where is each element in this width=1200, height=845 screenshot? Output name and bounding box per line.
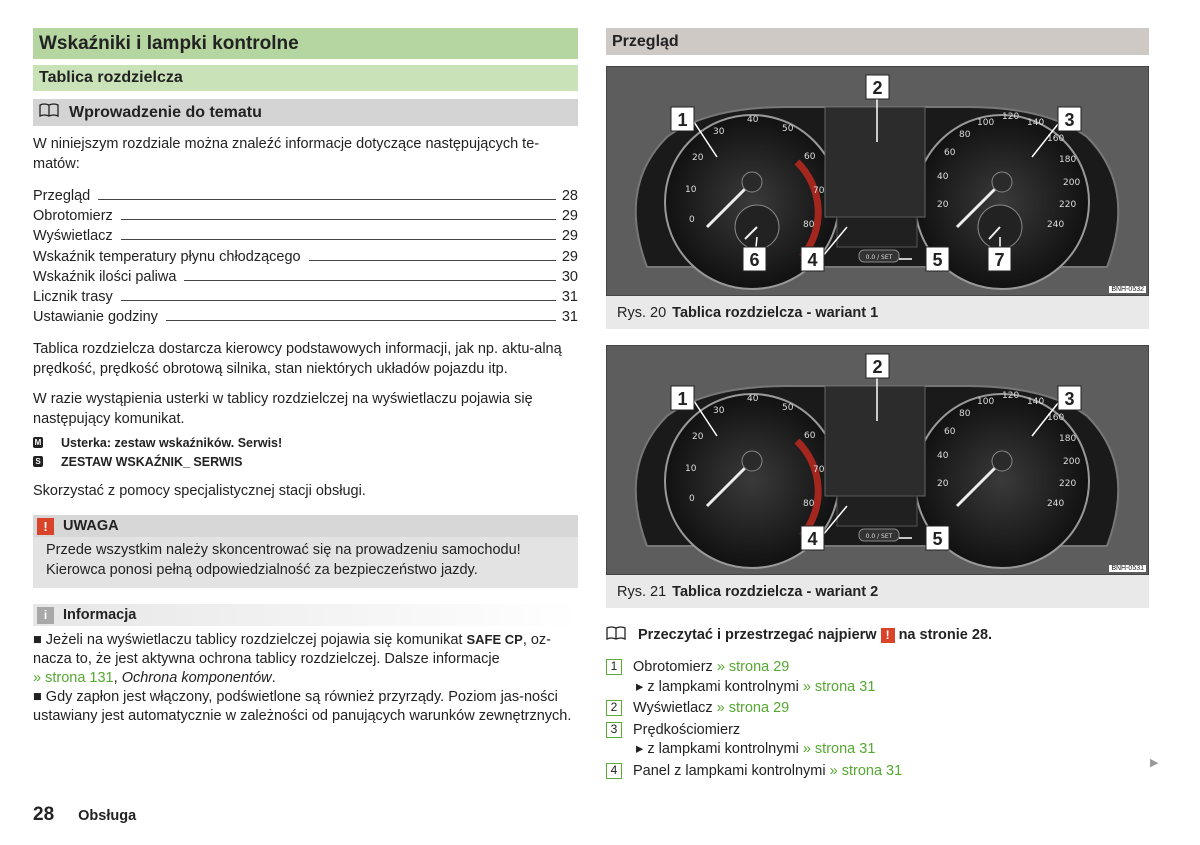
info-bullet: ■ Gdy zapłon jest włączony, podświetlone są również przyrządy. Poziom jas-ności ustawiany jest automatycznie w zależności od panujących warunków zewnętrznych. bbox=[33, 689, 572, 725]
svg-text:10: 10 bbox=[685, 185, 697, 195]
svg-text:80: 80 bbox=[959, 409, 971, 419]
svg-text:80: 80 bbox=[803, 220, 815, 230]
figure-code: BNH-0531 bbox=[1111, 565, 1144, 572]
svg-text:20: 20 bbox=[937, 479, 949, 489]
svg-text:200: 200 bbox=[1063, 457, 1081, 467]
svg-text:40: 40 bbox=[937, 172, 949, 182]
subsection-title: Wprowadzenie do tematu bbox=[33, 99, 578, 126]
svg-text:7: 7 bbox=[994, 250, 1005, 270]
toc-list bbox=[33, 186, 578, 327]
callout-number: 3 bbox=[606, 722, 622, 738]
info-header: i Informacja bbox=[33, 604, 578, 626]
message-row: M Usterka: zestaw wskaźników. Serwis! bbox=[34, 435, 283, 450]
page-number: 28 bbox=[33, 804, 55, 825]
svg-text:0: 0 bbox=[689, 494, 695, 504]
page-link[interactable]: » strona 31 bbox=[829, 762, 903, 779]
svg-text:220: 220 bbox=[1059, 479, 1077, 489]
svg-text:200: 200 bbox=[1063, 178, 1081, 188]
toc-item[interactable]: Przegląd 28 bbox=[33, 188, 578, 204]
svg-text:240: 240 bbox=[1047, 220, 1065, 230]
svg-text:40: 40 bbox=[747, 115, 759, 125]
book-icon bbox=[606, 626, 626, 644]
toc-item[interactable]: Obrotomierz 29 bbox=[33, 208, 578, 225]
info-text bbox=[33, 630, 578, 726]
paragraph: Tablica rozdzielcza dostarcza kierowcy podstawowych informacji, jak np. aktu-alną prędkość, prędkość obrotową silnika, stan niektórych układów pojazdu itp. bbox=[33, 341, 562, 378]
footer-section: Obsługa bbox=[78, 808, 137, 824]
page-link[interactable]: » strona 29 bbox=[716, 700, 790, 716]
svg-text:100: 100 bbox=[977, 118, 995, 128]
svg-text:20: 20 bbox=[937, 200, 949, 210]
book-icon bbox=[39, 103, 59, 122]
instrument-cluster-image bbox=[606, 345, 1149, 575]
read-first-note: Przeczytać i przestrzegać najpierw ! na stronie 28. bbox=[606, 626, 1149, 644]
svg-text:40: 40 bbox=[747, 394, 759, 404]
svg-text:120: 120 bbox=[1002, 391, 1020, 401]
section-title: Tablica rozdzielcza bbox=[33, 65, 578, 91]
page-link[interactable]: » strona 31 bbox=[802, 678, 876, 695]
svg-text:0.0 / SET: 0.0 / SET bbox=[865, 533, 893, 540]
list-subitem: ▸ z lampkami kontrolnymi » strona 31 bbox=[636, 678, 876, 695]
svg-text:30: 30 bbox=[713, 406, 725, 416]
warning-box bbox=[33, 515, 578, 588]
maxi-dot-icon: M bbox=[34, 438, 42, 448]
page-link[interactable]: » strona 29 bbox=[716, 659, 790, 675]
svg-text:4: 4 bbox=[807, 529, 818, 549]
figure-code: BNH-0532 bbox=[1111, 286, 1144, 293]
left-column bbox=[33, 28, 578, 726]
right-column bbox=[606, 28, 1149, 781]
display-messages bbox=[33, 433, 578, 471]
callout-number: 1 bbox=[606, 659, 622, 675]
svg-text:0: 0 bbox=[689, 215, 695, 225]
svg-text:5: 5 bbox=[932, 250, 943, 270]
svg-text:1: 1 bbox=[677, 110, 688, 130]
instrument-cluster-image bbox=[606, 66, 1149, 296]
svg-text:60: 60 bbox=[944, 427, 956, 437]
figure-instrument-cluster-2 bbox=[606, 345, 1149, 608]
toc-item[interactable]: Licznik trasy 31 bbox=[33, 289, 578, 306]
page-footer bbox=[33, 804, 136, 826]
svg-text:30: 30 bbox=[713, 127, 725, 137]
svg-text:140: 140 bbox=[1027, 118, 1045, 128]
svg-text:180: 180 bbox=[1059, 434, 1077, 444]
svg-text:20: 20 bbox=[692, 432, 704, 442]
section-heading: Przegląd bbox=[606, 28, 1149, 55]
svg-text:3: 3 bbox=[1064, 389, 1075, 409]
svg-text:180: 180 bbox=[1059, 155, 1077, 165]
svg-text:4: 4 bbox=[807, 250, 818, 270]
warning-icon: ! bbox=[881, 628, 895, 643]
callout-number: 2 bbox=[606, 700, 622, 716]
svg-text:160: 160 bbox=[1047, 134, 1065, 144]
svg-text:50: 50 bbox=[782, 124, 794, 134]
svg-text:6: 6 bbox=[749, 250, 760, 270]
svg-text:220: 220 bbox=[1059, 200, 1077, 210]
svg-text:2: 2 bbox=[872, 357, 883, 377]
list-item: 2 Wyświetlacz » strona 29 bbox=[606, 699, 1149, 719]
figure-caption: Rys. 21 Tablica rozdzielcza - wariant 2 bbox=[617, 583, 879, 600]
warning-header: ! UWAGA bbox=[33, 515, 578, 537]
svg-text:5: 5 bbox=[932, 529, 943, 549]
svg-text:120: 120 bbox=[1002, 112, 1020, 122]
svg-text:70: 70 bbox=[813, 186, 825, 196]
toc-item[interactable]: Wskaźnik ilości paliwa 30 bbox=[33, 268, 578, 285]
list-subitem: ▸ z lampkami kontrolnymi » strona 31 bbox=[636, 741, 876, 757]
legend-list bbox=[606, 658, 1149, 781]
info-icon: i bbox=[37, 607, 54, 624]
page-link[interactable]: » strona 131 bbox=[33, 670, 114, 687]
intro-text: W niniejszym rozdziale można znaleźć informacje dotyczące następujących te-matów: bbox=[33, 136, 540, 172]
svg-text:20: 20 bbox=[692, 153, 704, 163]
svg-text:80: 80 bbox=[803, 499, 815, 509]
paragraph: Skorzystać z pomocy specjalistycznej stacji obsługi. bbox=[33, 483, 366, 500]
segment-display-icon: S bbox=[33, 456, 43, 467]
figure-instrument-cluster-1 bbox=[606, 66, 1149, 329]
page-link[interactable]: » strona 31 bbox=[802, 741, 876, 757]
list-item: 4 Panel z lampkami kontrolnymi » strona 31 bbox=[606, 762, 1149, 782]
svg-text:40: 40 bbox=[937, 451, 949, 461]
callout-number: 4 bbox=[606, 763, 622, 779]
svg-text:10: 10 bbox=[685, 464, 697, 474]
svg-text:140: 140 bbox=[1027, 397, 1045, 407]
svg-text:60: 60 bbox=[804, 152, 816, 162]
list-item: 3 Prędkościomierz bbox=[606, 721, 1149, 741]
svg-text:2: 2 bbox=[872, 78, 883, 98]
svg-text:160: 160 bbox=[1047, 413, 1065, 423]
warning-icon: ! bbox=[37, 518, 54, 535]
svg-text:240: 240 bbox=[1047, 499, 1065, 509]
warning-text: Przede wszystkim należy skoncentrować się na prowadzeniu samochodu! Kierowca ponosi pełną odpowiedzialność za bezpieczeństwo jazdy. bbox=[46, 542, 521, 579]
svg-text:100: 100 bbox=[977, 397, 995, 407]
toc-item[interactable]: Ustawianie godziny 31 bbox=[33, 309, 578, 326]
svg-text:1: 1 bbox=[677, 389, 688, 409]
svg-text:50: 50 bbox=[782, 403, 794, 413]
next-page-arrow-icon[interactable]: ▶ bbox=[1150, 757, 1159, 769]
paragraph: W razie wystąpienia usterki w tablicy rozdzielczej na wyświetlaczu pojawia się następujący komunikat. bbox=[33, 391, 533, 428]
svg-text:60: 60 bbox=[944, 148, 956, 158]
list-item: 1 Obrotomierz » strona 29 bbox=[606, 658, 1149, 678]
svg-text:60: 60 bbox=[804, 431, 816, 441]
toc-item[interactable]: Wskaźnik temperatury płynu chłodzącego 29 bbox=[33, 248, 578, 265]
svg-text:70: 70 bbox=[813, 465, 825, 475]
svg-text:0.0 / SET: 0.0 / SET bbox=[865, 254, 893, 261]
info-bullet: ■ Jeżeli na wyświetlaczu tablicy rozdzielczej pojawia się komunikat SAFE CP, oz-nacza to, że jest aktywna ochrona tablicy rozdzielczej. Dalsze informacje » strona 131, Ochrona komponentów. bbox=[33, 632, 552, 687]
info-box bbox=[33, 604, 578, 726]
svg-text:80: 80 bbox=[959, 130, 971, 140]
message-row: S ZESTAW WSKAŹNIK_ SERWIS bbox=[33, 452, 578, 471]
svg-text:3: 3 bbox=[1064, 110, 1075, 130]
figure-caption: Rys. 20 Tablica rozdzielcza - wariant 1 bbox=[617, 304, 879, 321]
toc-item[interactable]: Wyświetlacz 29 bbox=[33, 228, 578, 245]
chapter-title: Wskaźniki i lampki kontrolne bbox=[33, 28, 578, 59]
